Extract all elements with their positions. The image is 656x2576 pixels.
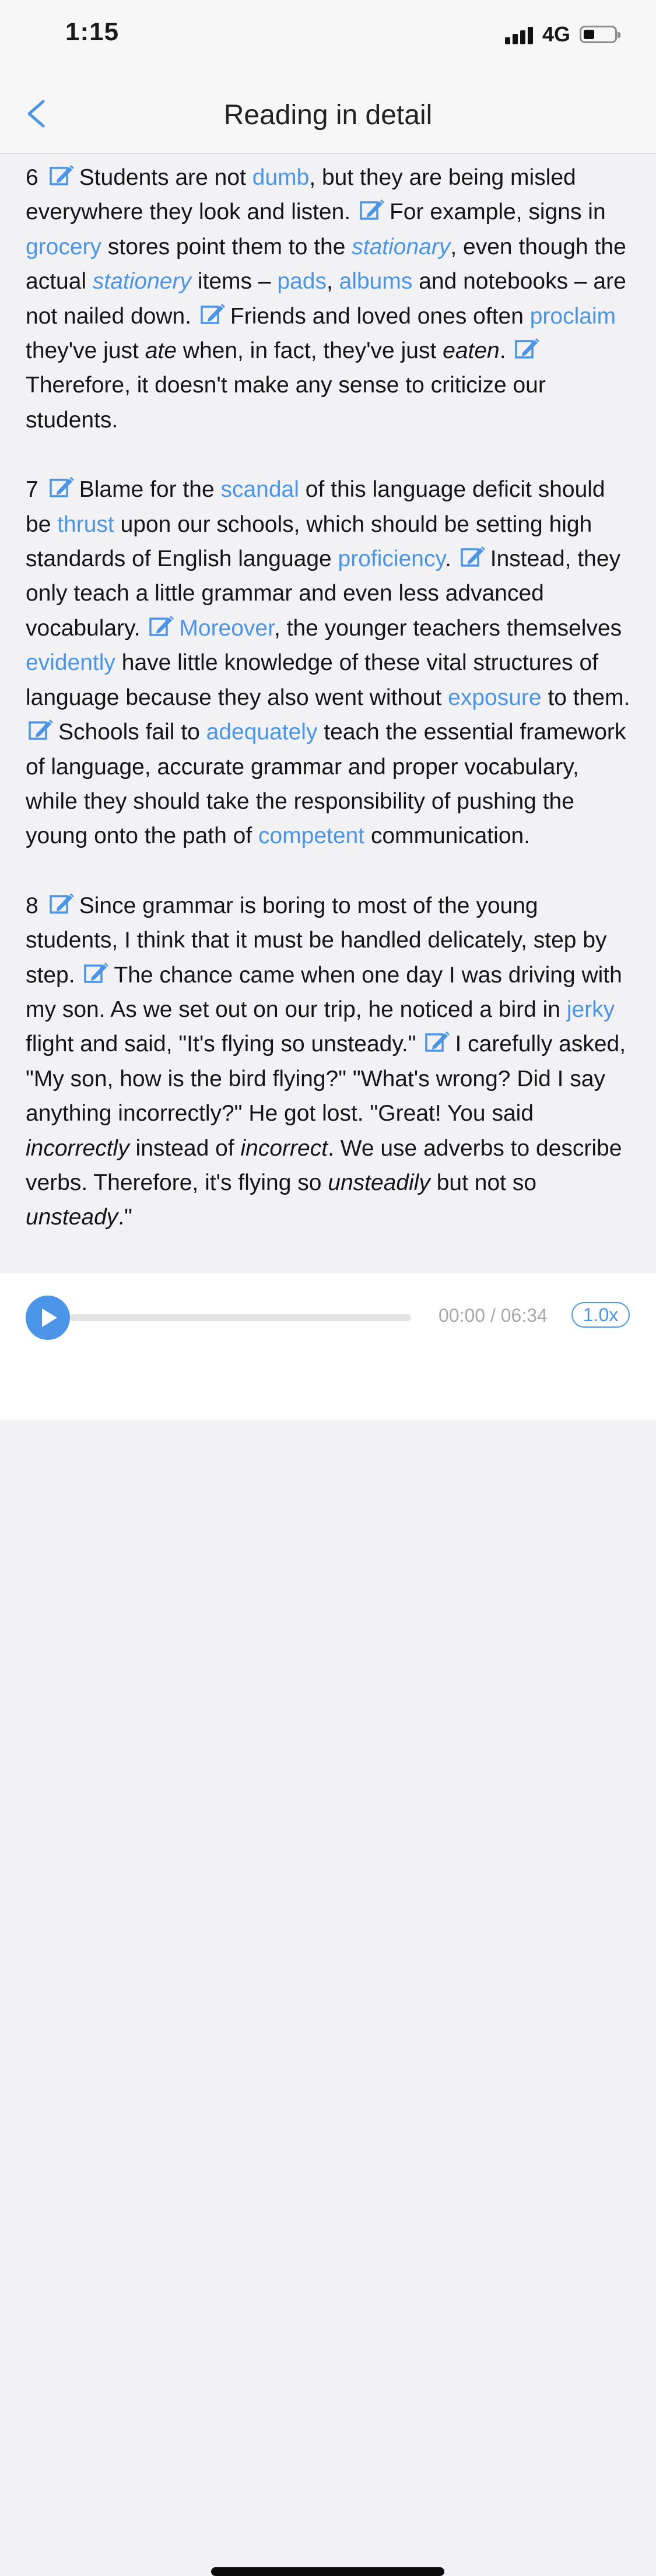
- vocab-word[interactable]: grocery: [26, 234, 102, 259]
- text-segment: . We use adverbs to describe verbs. Therefore, it's flying so: [26, 1135, 622, 1195]
- vocab-word[interactable]: competent: [258, 823, 365, 849]
- vocab-word[interactable]: Moreover: [179, 615, 274, 641]
- vocab-word[interactable]: jerky: [566, 996, 615, 1022]
- text-segment: when, in fact, they've just: [176, 338, 443, 364]
- paragraph-6: [26, 160, 632, 437]
- vocab-word[interactable]: exposure: [448, 685, 542, 710]
- text-segment: flight and said, "It's flying so unsteady.": [26, 1031, 423, 1057]
- text-segment: communication.: [364, 823, 531, 849]
- vocab-word[interactable]: stationary: [352, 234, 451, 259]
- text-segment: items –: [191, 269, 278, 294]
- network-type: 4G: [542, 22, 571, 46]
- edit-note-icon[interactable]: [425, 1030, 450, 1052]
- vocab-word[interactable]: dumb: [252, 165, 310, 190]
- text-segment: The chance came when one day I was driving with my son. As we set out on our trip, he noticed a bird in: [26, 962, 622, 1022]
- emphasized-text: unsteady: [26, 1205, 118, 1230]
- edit-note-icon[interactable]: [83, 961, 109, 984]
- text-segment: For example, signs in: [389, 199, 606, 225]
- emphasized-text: ate: [145, 338, 177, 364]
- playback-time: 00:00 / 06:34: [438, 1305, 548, 1326]
- text-segment: , the younger teachers themselves: [273, 615, 622, 641]
- home-indicator: [211, 2567, 444, 2576]
- progress-slider[interactable]: [70, 1314, 411, 1321]
- edit-note-icon[interactable]: [460, 545, 486, 567]
- edit-note-icon[interactable]: [49, 892, 75, 914]
- text-segment: Schools fail to: [58, 720, 206, 745]
- paragraph-8: [26, 889, 632, 1235]
- text-segment: , even though the actual: [26, 234, 626, 294]
- edit-note-icon[interactable]: [149, 615, 174, 637]
- text-segment: but not so: [430, 1170, 537, 1195]
- text-segment: Students are not: [79, 165, 252, 190]
- vocab-word[interactable]: thrust: [57, 511, 114, 537]
- text-segment: and notebooks – are not nailed down.: [26, 269, 626, 329]
- vocab-word[interactable]: evidently: [26, 650, 115, 676]
- edit-note-icon[interactable]: [49, 164, 75, 186]
- status-bar: [0, 0, 656, 70]
- playback-speed-button[interactable]: 1.0x: [571, 1302, 630, 1328]
- cellular-signal-icon: [505, 27, 534, 44]
- edit-note-icon[interactable]: [28, 718, 54, 740]
- text-segment: instead of: [129, 1135, 241, 1161]
- text-segment: upon our schools, which should be setting high standards of English language: [26, 511, 592, 572]
- vocab-word[interactable]: adequately: [206, 720, 318, 745]
- emphasized-text: incorrect: [240, 1135, 328, 1161]
- text-segment: have little knowledge of these vital structures of language because they also went without: [26, 650, 599, 710]
- vocab-word[interactable]: proficiency: [338, 546, 445, 572]
- text-segment: Blame for the: [79, 477, 221, 503]
- status-time: 1:15: [65, 17, 120, 46]
- text-segment: Instead, they only teach a little grammar and even less advanced vocabulary.: [26, 546, 621, 641]
- paragraph-number: 7: [26, 477, 38, 503]
- reading-content: [26, 154, 632, 1273]
- text-segment: Since grammar is boring to most of the young students, I think that it must be handled delicately, step by step.: [26, 893, 607, 988]
- text-segment: I carefully asked, "My son, how is the bird flying?" "What's wrong? Did I say anything incorrectly?" He got lost. "Great! You said: [26, 1031, 626, 1126]
- text-segment: .: [499, 338, 513, 364]
- audio-player: [0, 1273, 656, 1420]
- text-segment: to them.: [541, 685, 630, 710]
- battery-icon: [580, 26, 617, 43]
- vocab-word[interactable]: proclaim: [529, 303, 616, 329]
- text-segment: , but they are being misled everywhere they look and listen.: [26, 165, 576, 225]
- emphasized-text: eaten: [443, 338, 500, 364]
- vocab-word[interactable]: pads: [277, 269, 327, 294]
- text-segment: they've just: [26, 338, 145, 364]
- text-segment: Therefore, it doesn't make any sense to criticize our students.: [26, 373, 546, 433]
- navigation-bar: [0, 70, 656, 154]
- text-segment: ,: [326, 269, 339, 294]
- edit-note-icon[interactable]: [514, 337, 540, 359]
- text-segment: .: [445, 546, 458, 572]
- play-button[interactable]: [26, 1296, 70, 1340]
- paragraph-7: [26, 472, 632, 853]
- emphasized-text: incorrectly: [26, 1135, 129, 1161]
- page-title: Reading in detail: [223, 100, 433, 131]
- text-segment: Friends and loved ones often: [230, 303, 530, 329]
- play-icon: [41, 1307, 58, 1328]
- text-segment: teach the essential framework of language, accurate grammar and proper vocabulary, while they should take the responsibility of pushing the young onto the path of: [26, 720, 626, 849]
- text-segment: stores point them to the: [101, 234, 352, 259]
- paragraph-number: 6: [26, 165, 38, 190]
- edit-note-icon[interactable]: [200, 303, 226, 325]
- vocab-word[interactable]: scandal: [220, 477, 299, 503]
- text-segment: .": [118, 1205, 132, 1230]
- paragraph-number: 8: [26, 893, 38, 918]
- text-segment: of this language deficit should be: [26, 477, 605, 537]
- emphasized-text: unsteadily: [328, 1170, 430, 1195]
- vocab-word[interactable]: stationery: [92, 269, 191, 294]
- vocab-word[interactable]: albums: [339, 269, 413, 294]
- edit-note-icon[interactable]: [49, 476, 75, 498]
- edit-note-icon[interactable]: [359, 198, 385, 220]
